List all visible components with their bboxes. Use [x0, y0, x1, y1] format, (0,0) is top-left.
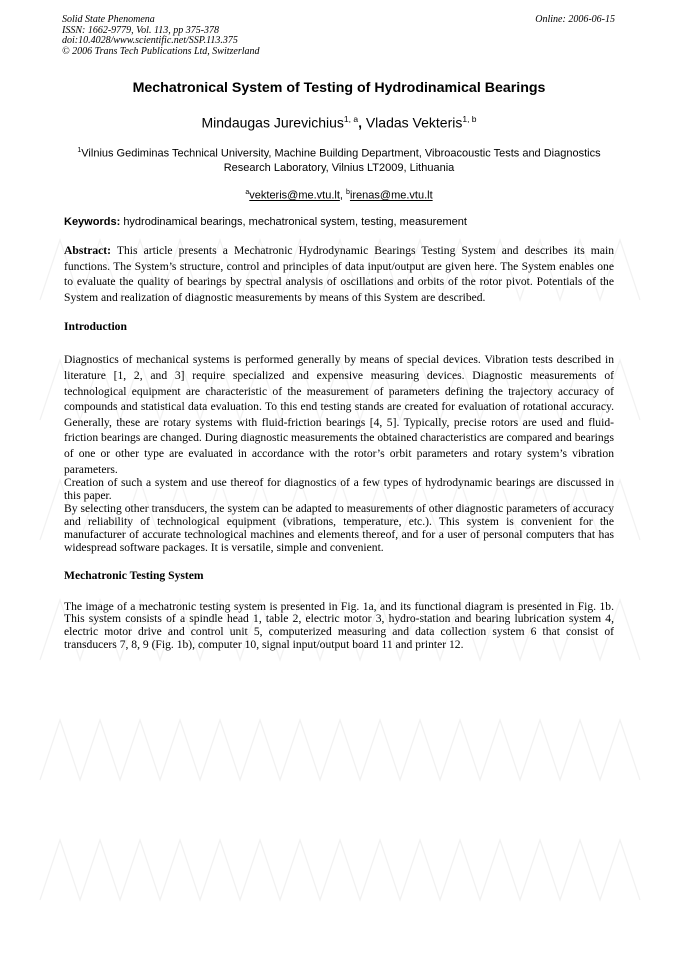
keywords-label: Keywords:: [64, 215, 121, 228]
author-name: Mindaugas Jurevichius: [201, 114, 344, 131]
keywords: [64, 215, 614, 229]
email-mark: a: [245, 189, 250, 197]
paragraph: The image of a mechatronic testing system is presented in Fig. 1a, and its functional diagram is presented in Fig. 1b. This system consists of a spindle head 1, table 2, electric motor 3, hydro-station and bearing lubrication system 4, electric motor drive and control unit 5, computerized measuring and data collection system 6 that consist of transducers 7, 8, 9 (Fig. 1b), computer 10, signal input/output board 11 and printer 12.: [64, 599, 614, 652]
section-heading-mechatronic-testing-system: Mechatronic Testing System: [64, 568, 204, 582]
paper-body: [64, 78, 614, 652]
abstract-text: This article presents a Mechatronic Hydrodynamic Bearings Testing System and describes its main functions. The System’s structure, control and principles of data input/output are given here. The System enables one to evaluate the quality of bearings by spectral analysis of oscillations and orbits of the rotor pivot. Potentials of the System and realization of diagnostic measurements by means of this System are described.: [64, 243, 614, 304]
email-mark: b: [346, 189, 350, 197]
paper-title: Mechatronical System of Testing of Hydrodinamical Bearings: [132, 80, 546, 96]
doi-line: doi:10.4028/www.scientific.net/SSP.113.375: [62, 35, 238, 46]
abstract: [64, 243, 614, 305]
keywords-text: hydrodinamical bearings, mechatronical system, testing, measurement: [123, 215, 467, 228]
online-date: Online: 2006-06-15: [535, 14, 615, 25]
author-name: Vladas Vekteris: [365, 114, 463, 131]
author-affiliation-mark: 1, b: [462, 114, 477, 124]
journal-name: Solid State Phenomena: [62, 14, 155, 25]
author-list: Mindaugas Jurevichius$^{1, a}$, Vladas Vekteris$^{1, b}$: [201, 114, 477, 131]
email-link[interactable]: vekteris@me.vtu.lt: [249, 189, 340, 202]
affiliation: [64, 143, 614, 177]
affiliation-text: Vilnius Gediminas Technical University, Machine Building Department, Vibroacoustic Tests and Diagnostics Research Laboratory, Vilnius LT2009, Lithuania: [81, 147, 601, 175]
section-heading-introduction: Introduction: [64, 320, 127, 334]
author-affiliation-mark: 1, a: [343, 114, 359, 124]
paragraph: Creation of such a system and use thereof for diagnostics of a few types of hydrodynamic bearings are discussed in this paper.: [64, 476, 614, 502]
copyright-line: © 2006 Trans Tech Publications Ltd, Switzerland: [62, 45, 260, 57]
running-header: [62, 15, 260, 57]
paragraph: By selecting other transducers, the system can be adapted to measurements of other diagnostic parameters of accuracy and reliability of technological equipment (vibrations, temperature, etc.). This system is convenient for the manufacturer of accurate technological machines and elements thereof, and for a user of personal computers that has widespread software packages. It is versatile, simple and convenient.: [64, 501, 614, 554]
issn-line: ISSN: 1662-9779, Vol. 113, pp 375-378: [62, 24, 220, 36]
email-list: $^a$vekteris@me.vtu.lt, $^b$irenas@me.vtu.lt: [245, 189, 433, 202]
affiliation-mark: 1: [77, 146, 82, 154]
abstract-label: Abstract:: [64, 243, 112, 257]
paragraph: Diagnostics of mechanical systems is performed generally by means of special devices. Vibration tests described in literature [1, 2, and 3] require specialized and expensive measuring devices. Diagnostic measurements of technological equipment are characteristic of the measurement of parameters defining the trajectory accuracy of compounds and statistical data evaluation. To this end testing stands are created for evaluation of rotational accuracy. Generally, these are rotary systems with fluid-friction bearings [4, 5]. Typically, precise rotors are used and fluid-friction bearings are changed. During diagnostic measurements the obtained characteristics are compared and bearings of one or other type are evaluated in accordance with the rotor’s orbit parameters and rotary system’s vibration parameters.: [64, 353, 614, 476]
email-link[interactable]: irenas@me.vtu.lt: [349, 189, 433, 202]
